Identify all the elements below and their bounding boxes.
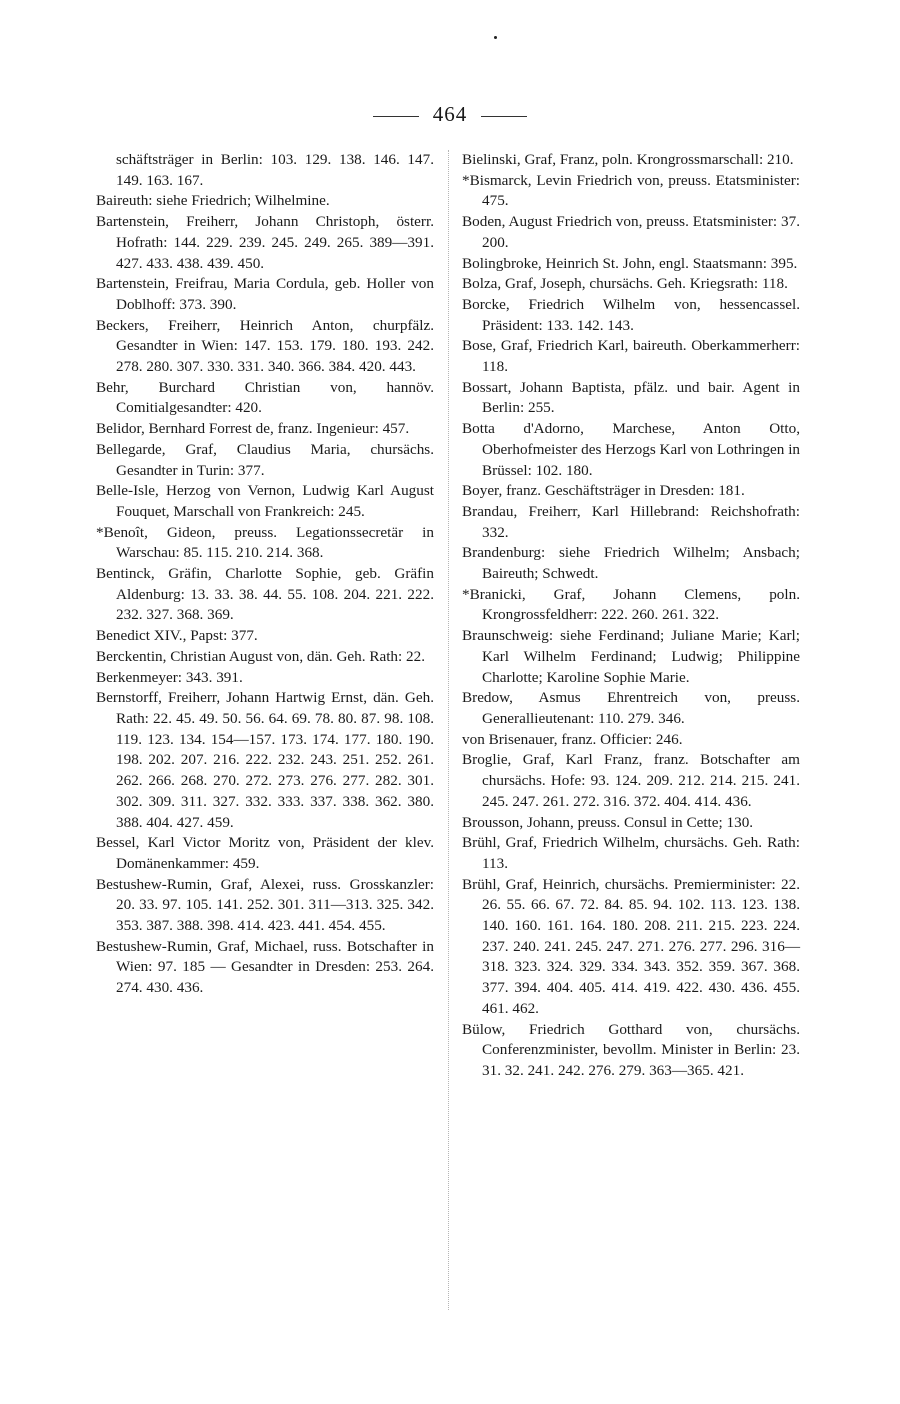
- index-entry: Boyer, franz. Geschäftsträger in Dresden: 181.: [462, 482, 745, 500]
- right-rule: [481, 116, 527, 117]
- column-divider: [448, 150, 449, 1310]
- index-entry: Bartenstein, Freifrau, Maria Cordula, geb. Holler von Doblhoff: 373. 390.: [96, 275, 434, 313]
- index-entry: *Bismarck, Levin Friedrich von, preuss. Etatsminister: 475.: [462, 171, 800, 210]
- index-entry: Bellegarde, Graf, Claudius Maria, chursächs. Gesandter in Turin: 377.: [96, 440, 434, 479]
- index-entry: Berkenmeyer: 343. 391.: [96, 668, 243, 686]
- index-entry: Brühl, Graf, Heinrich, chursächs. Premierminister: 22. 26. 55. 66. 67. 72. 84. 85. 94. 102. 113. 123. 138. 140. 160. 161. 164. 180. 208. 211. 215. 223. 224. 237. 240. 241. 245. 247. 271. 276. 277. 296. 316—318. 323. 324. 329. 334. 343. 352. 359. 367. 368. 377. 394. 404. 405. 414. 419. 422. 430. 436. 455. 461. 462.: [462, 875, 800, 1017]
- index-entry: schäftsträger in Berlin: 103. 129. 138. 146. 147. 149. 163. 167.: [116, 151, 434, 189]
- index-entry: Brandenburg: siehe Friedrich Wilhelm; Ansbach; Baireuth; Schwedt.: [462, 544, 800, 583]
- index-entry: Baireuth: siehe Friedrich; Wilhelmine.: [96, 192, 330, 210]
- index-entry: Borcke, Friedrich Wilhelm von, hessencassel. Präsident: 133. 142. 143.: [462, 295, 800, 334]
- index-entry: Bessel, Karl Victor Moritz von, Präsident der klev. Domänenkammer: 459.: [96, 834, 434, 872]
- index-entry: Bentinck, Gräfin, Charlotte Sophie, geb. Gräfin Aldenburg: 13. 33. 38. 44. 55. 108. 204. 221. 222. 232. 327. 368. 369.: [96, 565, 434, 624]
- index-entry: Broglie, Graf, Karl Franz, franz. Botschafter am chursächs. Hofe: 93. 124. 209. 212. 214. 215. 241. 245. 247. 261. 272. 316. 372. 404. 414. 436.: [462, 751, 800, 810]
- index-entry: Bestushew-Rumin, Graf, Alexei, russ. Grosskanzler: 20. 33. 97. 105. 141. 252. 301. 311—313. 325. 342. 353. 387. 388. 398. 414. 423. 441. 454. 455.: [96, 875, 434, 935]
- index-entry: Boden, August Friedrich von, preuss. Etatsminister: 37. 200.: [462, 213, 800, 251]
- index-entry: Belidor, Bernhard Forrest de, franz. Ingenieur: 457.: [96, 420, 410, 438]
- index-entry: Belle-Isle, Herzog von Vernon, Ludwig Karl August Fouquet, Marschall von Frankreich: 245.: [96, 482, 434, 520]
- index-entry: Bossart, Johann Baptista, pfälz. und bair. Agent in Berlin: 255.: [462, 378, 800, 417]
- index-column-right: [462, 150, 800, 1082]
- index-entry: Bolza, Graf, Joseph, chursächs. Geh. Kriegsrath: 118.: [462, 275, 788, 293]
- index-entry: Bernstorff, Freiherr, Johann Hartwig Ernst, dän. Geh. Rath: 22. 45. 49. 50. 56. 64. 69. 78. 80. 87. 98. 108. 119. 123. 134. 154—157. 173. 174. 177. 180. 190. 198. 202. 207. 216. 222. 232. 243. 251. 252. 261. 262. 266. 268. 270. 272. 273. 276. 277. 282. 301. 302. 309. 311. 327. 332. 333. 337. 338. 362. 380. 388. 404. 427. 459.: [96, 689, 434, 831]
- index-entry: Bülow, Friedrich Gotthard von, chursächs. Conferenzminister, bevollm. Minister in Berlin: 23. 31. 32. 241. 242. 276. 279. 363—365. 421.: [462, 1020, 800, 1079]
- index-entry: Bielinski, Graf, Franz, poln. Krongrossmarschall: 210.: [462, 151, 794, 168]
- index-entry: Brousson, Johann, preuss. Consul in Cette; 130.: [462, 813, 754, 831]
- index-entry: Beckers, Freiherr, Heinrich Anton, churpfälz. Gesandter in Wien: 147. 153. 179. 180. 193. 242. 278. 280. 307. 330. 331. 340. 366. 384. 420. 443.: [96, 316, 434, 376]
- index-entry: Bestushew-Rumin, Graf, Michael, russ. Botschafter in Wien: 97. 185 — Gesandter in Dresden: 253. 264. 274. 430. 436.: [96, 937, 434, 997]
- index-entry: *Benoît, Gideon, preuss. Legationssecretär in Warschau: 85. 115. 210. 214. 368.: [96, 523, 434, 562]
- index-entry: Bolingbroke, Heinrich St. John, engl. Staatsmann: 395.: [462, 254, 798, 272]
- page-number-header: [0, 100, 900, 128]
- index-entry: Benedict XIV., Papst: 377.: [96, 627, 258, 645]
- left-rule: [373, 116, 419, 117]
- index-entry: von Brisenauer, franz. Officier: 246.: [462, 730, 683, 748]
- index-entry: Brühl, Graf, Friedrich Wilhelm, chursächs. Geh. Rath: 113.: [462, 834, 800, 872]
- index-entry: Berckentin, Christian August von, dän. Geh. Rath: 22.: [96, 647, 426, 665]
- index-entry: Bredow, Asmus Ehrentreich von, preuss. Generallieutenant: 110. 279. 346.: [462, 689, 800, 727]
- speck-mark: [494, 36, 497, 39]
- index-entry: Botta d'Adorno, Marchese, Anton Otto, Oberhofmeister des Herzogs Karl von Lothringen in Brüssel: 102. 180.: [462, 420, 801, 479]
- index-entry: Brandau, Freiherr, Karl Hillebrand: Reichshofrath: 332.: [462, 502, 800, 541]
- index-column-left: [96, 150, 434, 999]
- index-entry: Behr, Burchard Christian von, hannöv. Comitialgesandter: 420.: [96, 378, 434, 417]
- index-entry: Bose, Graf, Friedrich Karl, baireuth. Oberkammerherr: 118.: [462, 337, 800, 376]
- page-number: 464: [432, 102, 468, 126]
- index-entry: Bartenstein, Freiherr, Johann Christoph, österr. Hofrath: 144. 229. 239. 245. 249. 265. 389—391. 427. 433. 438. 439. 450.: [96, 213, 434, 272]
- index-entry: Braunschweig: siehe Ferdinand; Juliane Marie; Karl; Karl Wilhelm Ferdinand; Ludwig; Philippine Charlotte; Karoline Sophie Marie.: [462, 627, 800, 686]
- index-entry: *Branicki, Graf, Johann Clemens, poln. Krongrossfeldherr: 222. 260. 261. 322.: [462, 585, 800, 624]
